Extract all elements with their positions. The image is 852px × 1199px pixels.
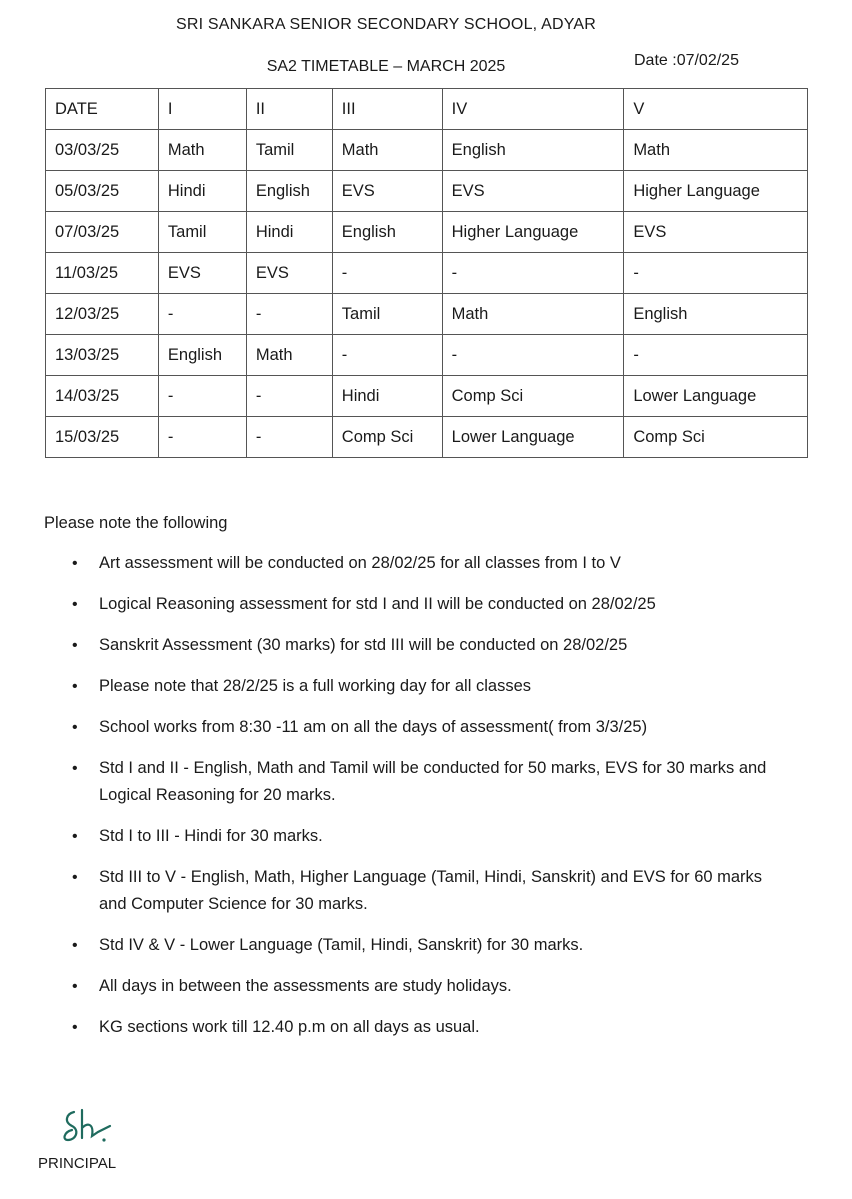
- principal-label: PRINCIPAL: [38, 1155, 117, 1172]
- date-cell: 15/03/25: [46, 417, 159, 458]
- subject-cell: -: [332, 253, 442, 294]
- subject-cell: -: [158, 417, 246, 458]
- subject-cell: Hindi: [246, 212, 332, 253]
- subject-cell: Higher Language: [442, 212, 624, 253]
- subject-cell: English: [624, 294, 808, 335]
- subject-cell: EVS: [332, 171, 442, 212]
- subject-cell: Tamil: [246, 130, 332, 171]
- table-row: [46, 417, 808, 458]
- list-item: • Std I to III - Hindi for 30 marks.: [72, 823, 772, 850]
- date-cell: 13/03/25: [46, 335, 159, 376]
- subject-cell: Math: [246, 335, 332, 376]
- subject-cell: English: [332, 212, 442, 253]
- subject-cell: Math: [332, 130, 442, 171]
- subject-cell: -: [246, 376, 332, 417]
- list-item: • Logical Reasoning assessment for std I and II will be conducted on 28/02/25: [72, 591, 772, 618]
- subject-cell: Lower Language: [442, 417, 624, 458]
- table-row: [46, 294, 808, 335]
- subject-cell: Comp Sci: [624, 417, 808, 458]
- column-header-class-5: V: [624, 89, 808, 130]
- date-label: Date :07/02/25: [634, 52, 739, 69]
- column-header-date: DATE: [46, 89, 159, 130]
- subject-cell: -: [246, 417, 332, 458]
- list-item: • Sanskrit Assessment (30 marks) for std III will be conducted on 28/02/25: [72, 632, 772, 659]
- subject-cell: Tamil: [158, 212, 246, 253]
- column-header-class-3: III: [332, 89, 442, 130]
- subject-cell: EVS: [246, 253, 332, 294]
- column-header-class-4: IV: [442, 89, 624, 130]
- subject-cell: Math: [158, 130, 246, 171]
- subject-cell: Math: [624, 130, 808, 171]
- date-cell: 14/03/25: [46, 376, 159, 417]
- date-cell: 03/03/25: [46, 130, 159, 171]
- list-item: • School works from 8:30 -11 am on all the days of assessment( from 3/3/25): [72, 714, 772, 741]
- notes-heading: Please note the following: [44, 514, 228, 532]
- subject-cell: EVS: [158, 253, 246, 294]
- table-row: [46, 376, 808, 417]
- list-item: • Std I and II - English, Math and Tamil will be conducted for 50 marks, EVS for 30 marks and Logical Reasoning for 20 marks.: [72, 755, 772, 809]
- principal-signature-icon: [52, 1106, 114, 1154]
- subject-cell: Comp Sci: [332, 417, 442, 458]
- date-cell: 07/03/25: [46, 212, 159, 253]
- date-cell: 05/03/25: [46, 171, 159, 212]
- school-title: SRI SANKARA SENIOR SECONDARY SCHOOL, ADYAR: [175, 16, 597, 33]
- list-item: • Please note that 28/2/25 is a full working day for all classes: [72, 673, 772, 700]
- subject-cell: EVS: [442, 171, 624, 212]
- table-row: [46, 253, 808, 294]
- subject-cell: -: [442, 253, 624, 294]
- date-cell: 11/03/25: [46, 253, 159, 294]
- table-row: [46, 335, 808, 376]
- subject-cell: Hindi: [158, 171, 246, 212]
- table-row: [46, 130, 808, 171]
- list-item: • Std IV & V - Lower Language (Tamil, Hindi, Sanskrit) for 30 marks.: [72, 932, 772, 959]
- list-item: • KG sections work till 12.40 p.m on all days as usual.: [72, 1014, 772, 1041]
- timetable: [45, 88, 808, 458]
- subject-cell: English: [246, 171, 332, 212]
- subject-cell: English: [158, 335, 246, 376]
- subject-cell: Hindi: [332, 376, 442, 417]
- subject-cell: English: [442, 130, 624, 171]
- column-header-class-1: I: [158, 89, 246, 130]
- subject-cell: -: [624, 253, 808, 294]
- table-row: [46, 212, 808, 253]
- list-item: • Std III to V - English, Math, Higher Language (Tamil, Hindi, Sanskrit) and EVS for 60 marks and Computer Science for 30 marks.: [72, 864, 772, 918]
- subject-cell: Higher Language: [624, 171, 808, 212]
- exam-title: SA2 TIMETABLE – MARCH 2025: [266, 58, 506, 75]
- table-row: [46, 171, 808, 212]
- subject-cell: Math: [442, 294, 624, 335]
- list-item: • Art assessment will be conducted on 28/02/25 for all classes from I to V: [72, 550, 772, 577]
- subject-cell: -: [332, 335, 442, 376]
- table-header-row: [46, 89, 808, 130]
- list-item: • All days in between the assessments are study holidays.: [72, 973, 772, 1000]
- notes-list: [72, 550, 772, 1055]
- date-cell: 12/03/25: [46, 294, 159, 335]
- subject-cell: EVS: [624, 212, 808, 253]
- subject-cell: -: [442, 335, 624, 376]
- subject-cell: -: [158, 376, 246, 417]
- subject-cell: -: [246, 294, 332, 335]
- column-header-class-2: II: [246, 89, 332, 130]
- subject-cell: -: [158, 294, 246, 335]
- subject-cell: Tamil: [332, 294, 442, 335]
- subject-cell: Comp Sci: [442, 376, 624, 417]
- subject-cell: Lower Language: [624, 376, 808, 417]
- subject-cell: -: [624, 335, 808, 376]
